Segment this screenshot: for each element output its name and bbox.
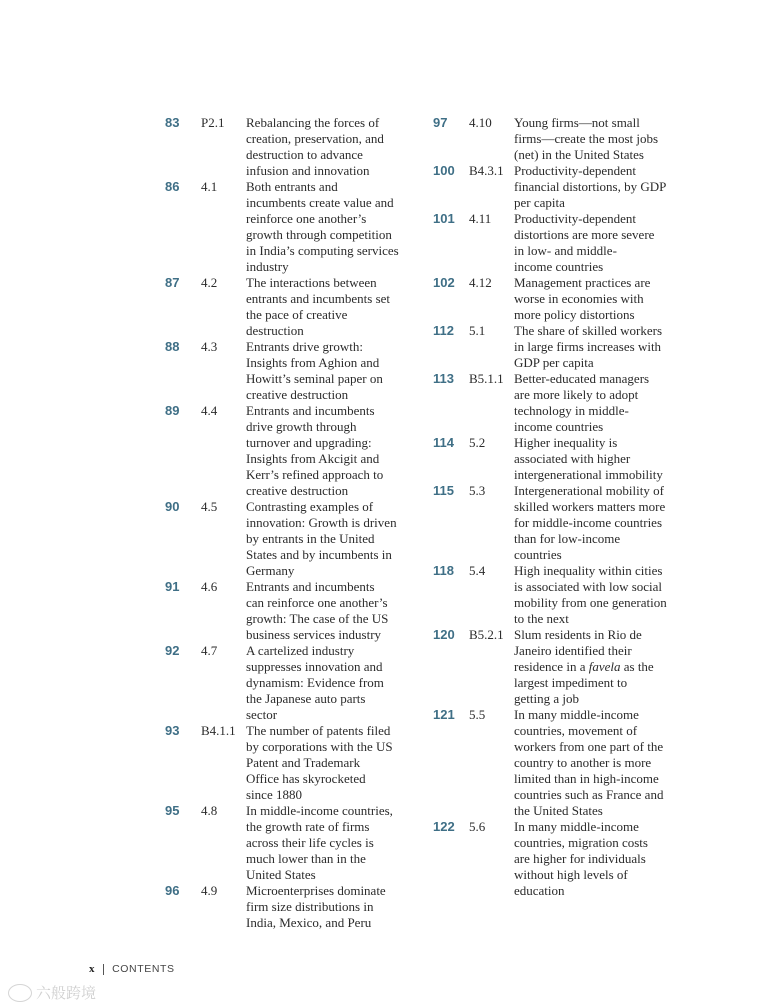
figure-title-line: business services industry (246, 627, 382, 642)
list-of-figures-entry[interactable] (165, 275, 415, 339)
figure-title-line: the pace of creative (246, 307, 348, 322)
figure-title-line: Slum residents in Rio de (514, 627, 642, 642)
figure-page-number: 118 (433, 563, 454, 578)
list-of-figures-entry[interactable] (165, 803, 415, 883)
figure-number: 4.7 (201, 643, 218, 658)
figure-page-number: 115 (433, 483, 454, 498)
figure-title-line: The interactions between (246, 275, 377, 290)
figure-title-line: countries, migration costs (514, 835, 648, 850)
figure-title-line: Howitt’s seminal paper on (246, 371, 383, 386)
figure-page-number: 90 (165, 499, 180, 514)
figure-title-line: the United States (514, 803, 603, 818)
figure-title (514, 275, 683, 323)
figure-title-line: skilled workers matters more (514, 499, 666, 514)
figure-title-line: reinforce one another’s (246, 211, 367, 226)
figure-title-line: Productivity-dependent (514, 163, 637, 178)
figure-title (246, 643, 415, 723)
footer-divider (103, 964, 104, 975)
figure-number: 4.6 (201, 579, 218, 594)
list-of-figures-entry[interactable] (165, 643, 415, 723)
figure-title-line: A cartelized industry (246, 643, 355, 658)
figure-title-line: are higher for individuals (514, 851, 646, 866)
figure-title-line: associated with higher (514, 451, 631, 466)
figure-title-line: India, Mexico, and Peru (246, 915, 372, 930)
figure-title-line: much lower than in the (246, 851, 366, 866)
figure-title (514, 211, 683, 275)
figure-title (246, 579, 415, 643)
figure-title-line: are more likely to adopt (514, 387, 639, 402)
figure-page-number: 89 (165, 403, 180, 418)
figure-title-line: income countries (514, 419, 604, 434)
figure-title-line: industry (246, 259, 289, 274)
list-of-figures-entry[interactable] (433, 323, 683, 371)
watermark-logo-icon (8, 984, 32, 1002)
figure-title-line: countries such as France and (514, 787, 664, 802)
figure-number: B4.1.1 (201, 723, 236, 738)
figure-title-line: Germany (246, 563, 295, 578)
figure-number: 4.12 (469, 275, 492, 290)
figure-number: 4.5 (201, 499, 218, 514)
figure-number: 4.10 (469, 115, 492, 130)
list-of-figures-entry[interactable] (433, 163, 683, 211)
figure-title (514, 435, 683, 483)
figure-title-line: without high levels of (514, 867, 628, 882)
figure-title-line: largest impediment to (514, 675, 628, 690)
figure-title (246, 179, 415, 275)
figure-title-line: In many middle-income (514, 819, 639, 834)
figure-title-line: than for low-income (514, 531, 621, 546)
watermark-text: 六般跨境 (36, 984, 97, 1002)
figure-number: 4.9 (201, 883, 218, 898)
list-of-figures-entry[interactable] (433, 483, 683, 563)
figure-number: 5.3 (469, 483, 486, 498)
figure-page-number: 92 (165, 643, 180, 658)
figure-number: 5.2 (469, 435, 486, 450)
list-of-figures-entry[interactable] (165, 403, 415, 499)
figure-title-line: creative destruction (246, 483, 349, 498)
figure-title-line: States and by incumbents in (246, 547, 392, 562)
figure-page-number: 88 (165, 339, 180, 354)
figure-number: 4.8 (201, 803, 218, 818)
figure-title-line: by corporations with the US (246, 739, 393, 754)
figure-title (246, 115, 415, 179)
figure-title (246, 883, 415, 931)
figure-title-line: (net) in the United States (514, 147, 644, 162)
figure-title-line: the Japanese auto parts (246, 691, 366, 706)
figure-page-number: 121 (433, 707, 455, 722)
figure-title-line: Rebalancing the forces of (246, 115, 380, 130)
list-of-figures-entry[interactable] (165, 499, 415, 579)
figure-title (514, 819, 683, 899)
figure-number: 4.4 (201, 403, 218, 418)
figure-title-line: education (514, 883, 565, 898)
figure-title-line: creative destruction (246, 387, 349, 402)
page-footer (89, 963, 175, 975)
figure-title-line: financial distortions, by GDP (514, 179, 667, 194)
figure-title (514, 483, 683, 563)
figure-title-line: Contrasting examples of (246, 499, 374, 514)
figure-title-line: to the next (514, 611, 569, 626)
figure-title-line: across their life cycles is (246, 835, 374, 850)
figure-title-line: In many middle-income (514, 707, 639, 722)
figure-title-line: worse in economies with (514, 291, 644, 306)
figure-title-line: countries, movement of (514, 723, 638, 738)
figure-title-line: firm size distributions in (246, 899, 374, 914)
figure-number: 5.4 (469, 563, 486, 578)
figure-title-line: High inequality within cities (514, 563, 663, 578)
list-of-figures-entry[interactable] (433, 435, 683, 483)
list-of-figures-entry[interactable] (165, 723, 415, 803)
figure-title-line: the growth rate of firms (246, 819, 370, 834)
list-of-figures-entry[interactable] (165, 115, 415, 179)
list-of-figures-entry[interactable] (433, 275, 683, 323)
figure-page-number: 102 (433, 275, 455, 290)
figure-page-number: 97 (433, 115, 448, 130)
figure-title-line: in low- and middle- (514, 243, 617, 258)
figure-title-line: Insights from Akcigit and (246, 451, 380, 466)
figure-page-number: 113 (433, 371, 454, 386)
figure-page-number: 96 (165, 883, 180, 898)
figure-title-line: sector (246, 707, 278, 722)
figure-title-line: The number of patents filed (246, 723, 391, 738)
figure-page-number: 120 (433, 627, 455, 642)
figure-title-line: mobility from one generation (514, 595, 667, 610)
figure-title-line: country to another is more (514, 755, 652, 770)
figure-title-line: GDP per capita (514, 355, 594, 370)
figure-title-line: Productivity-dependent (514, 211, 637, 226)
figure-title-line: more policy distortions (514, 307, 635, 322)
footer-section-label: CONTENTS (112, 963, 175, 975)
figure-title-line: in India’s computing services (246, 243, 399, 258)
list-of-figures-entry[interactable] (433, 115, 683, 163)
figure-number: B5.2.1 (469, 627, 504, 642)
watermark (8, 982, 96, 1003)
figure-title-line: Kerr’s refined approach to (246, 467, 384, 482)
figure-title (246, 403, 415, 499)
right-column (433, 115, 683, 899)
figure-title-line: turnover and upgrading: (246, 435, 372, 450)
figure-title-line: Higher inequality is (514, 435, 618, 450)
figure-title-line: creation, preservation, and (246, 131, 384, 146)
figure-title-line: Entrants and incumbents (246, 403, 375, 418)
figure-number: B5.1.1 (469, 371, 504, 386)
figure-page-number: 112 (433, 323, 454, 338)
list-of-figures-entry[interactable] (165, 179, 415, 275)
left-column (165, 115, 415, 931)
figure-title (514, 627, 683, 707)
figure-title-line: limited than in high-income (514, 771, 659, 786)
figure-title-line: incumbents create value and (246, 195, 394, 210)
list-of-figures-entry[interactable] (433, 563, 683, 627)
figure-title (246, 275, 415, 339)
figure-title (514, 371, 683, 435)
figure-title-line: infusion and innovation (246, 163, 370, 178)
figure-title-line: countries (514, 547, 562, 562)
figure-title (246, 499, 415, 579)
figure-title-line: by entrants in the United (246, 531, 375, 546)
figure-page-number: 91 (165, 579, 180, 594)
figure-title (246, 723, 415, 803)
figure-title-line: intergenerational immobility (514, 467, 663, 482)
figure-number: 5.6 (469, 819, 486, 834)
figure-page-number: 114 (433, 435, 454, 450)
figure-title-line: firms—create the most jobs (514, 131, 659, 146)
figure-title-line: in large firms increases with (514, 339, 662, 354)
figure-title-line: residence in a favela as the (514, 659, 654, 674)
figure-title-line: Janeiro identified their (514, 643, 632, 658)
figure-title-line: technology in middle- (514, 403, 629, 418)
figure-title-line: In middle-income countries, (246, 803, 393, 818)
figure-title-line: destruction (246, 323, 304, 338)
list-of-figures-entry[interactable] (165, 579, 415, 643)
figure-title-line: drive growth through (246, 419, 357, 434)
figure-number: 4.3 (201, 339, 218, 354)
figure-title-line: entrants and incumbents set (246, 291, 391, 306)
figure-title (514, 323, 683, 371)
figure-page-number: 93 (165, 723, 180, 738)
figure-number: 5.1 (469, 323, 486, 338)
figure-title-line: dynamism: Evidence from (246, 675, 384, 690)
figure-title-line: innovation: Growth is driven (246, 515, 397, 530)
figure-title-line: Entrants and incumbents (246, 579, 375, 594)
list-of-figures-entry[interactable] (433, 707, 683, 819)
figure-title-line: since 1880 (246, 787, 302, 802)
figure-number: B4.3.1 (469, 163, 504, 178)
figure-page-number: 86 (165, 179, 180, 194)
figure-number: P2.1 (201, 115, 225, 130)
figure-title (514, 707, 683, 819)
list-of-figures-entry[interactable] (433, 371, 683, 435)
figure-page-number: 95 (165, 803, 180, 818)
figure-title-line: distortions are more severe (514, 227, 655, 242)
footer-page-numeral: x (89, 963, 96, 975)
figure-number: 4.1 (201, 179, 218, 194)
list-of-figures-entry[interactable] (433, 627, 683, 707)
figure-title-line: Management practices are (514, 275, 651, 290)
list-of-figures-entry[interactable] (433, 819, 683, 899)
figure-page-number: 87 (165, 275, 180, 290)
figure-title-line: income countries (514, 259, 604, 274)
figure-number: 5.5 (469, 707, 486, 722)
figure-title-line: Intergenerational mobility of (514, 483, 664, 498)
figure-title (514, 163, 683, 211)
figure-title-line: destruction to advance (246, 147, 363, 162)
figure-title (246, 339, 415, 403)
figure-title-line: can reinforce one another’s (246, 595, 388, 610)
figure-title-line: Young firms—not small (514, 115, 640, 130)
figure-title-line: Insights from Aghion and (246, 355, 380, 370)
figure-title-line: Better-educated managers (514, 371, 650, 386)
figure-number: 4.11 (469, 211, 492, 226)
figure-title-line: Entrants drive growth: (246, 339, 363, 354)
figure-title (514, 115, 683, 163)
list-of-figures-entry[interactable] (433, 211, 683, 275)
list-of-figures-entry[interactable] (165, 339, 415, 403)
figure-title-line: The share of skilled workers (514, 323, 663, 338)
figure-title (514, 563, 683, 627)
figure-title (246, 803, 415, 883)
figure-title-line: getting a job (514, 691, 579, 706)
figure-page-number: 101 (433, 211, 455, 226)
figure-title-line: Office has skyrocketed (246, 771, 366, 786)
figure-page-number: 122 (433, 819, 455, 834)
figure-title-line: for middle-income countries (514, 515, 663, 530)
figure-title-line: United States (246, 867, 316, 882)
list-of-figures-entry[interactable] (165, 883, 415, 931)
figure-title-line: growth through competition (246, 227, 392, 242)
figure-title-line: is associated with low social (514, 579, 663, 594)
figure-title-line: Both entrants and (246, 179, 338, 194)
figure-title-line: suppresses innovation and (246, 659, 383, 674)
figure-number: 4.2 (201, 275, 218, 290)
figure-title-line: Microenterprises dominate (246, 883, 386, 898)
figure-title-line: workers from one part of the (514, 739, 664, 754)
figure-page-number: 83 (165, 115, 180, 130)
figure-page-number: 100 (433, 163, 455, 178)
figure-title-line: growth: The case of the US (246, 611, 389, 626)
figure-title-line: per capita (514, 195, 565, 210)
figure-title-line: Patent and Trademark (246, 755, 361, 770)
